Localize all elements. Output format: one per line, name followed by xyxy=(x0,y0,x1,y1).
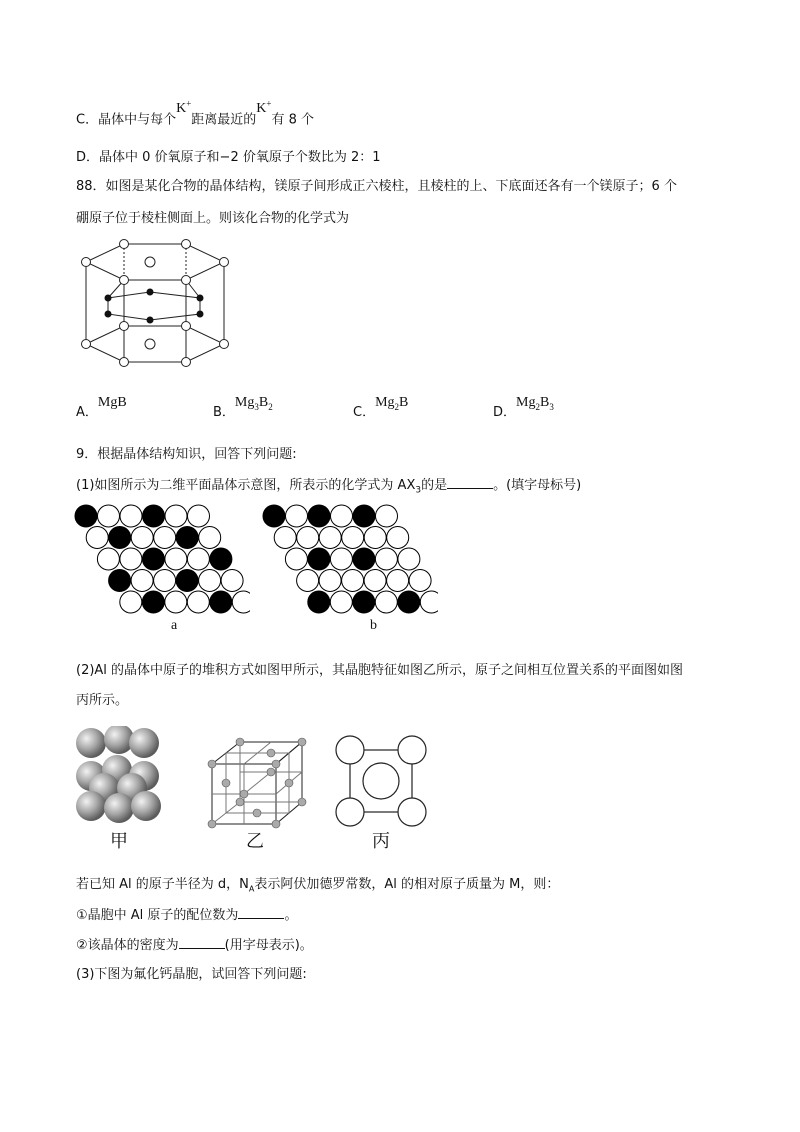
q88-text-line1: 88．如图是某化合物的晶体结构，镁原子间形成正六棱柱，且棱柱的上、下底面还各有一个镁原子；6 个 xyxy=(76,179,677,194)
white-atom xyxy=(120,591,142,613)
q88-option-a xyxy=(76,395,127,422)
q88-option-c xyxy=(353,395,409,426)
potassium-ion-1 xyxy=(176,98,192,116)
white-atom xyxy=(199,527,221,549)
black-atom xyxy=(176,570,198,592)
option-c xyxy=(76,98,315,130)
caption-a: a xyxy=(171,618,178,633)
sphere-stacking-diagram xyxy=(74,726,164,826)
formula xyxy=(375,395,408,410)
q88-option-d xyxy=(493,395,554,426)
black-atom xyxy=(75,505,97,527)
fcc-unit-cell-diagram xyxy=(204,736,308,830)
formula-sub: 2 xyxy=(535,401,540,412)
given-info xyxy=(76,876,559,899)
white-atom xyxy=(409,570,431,592)
white-atom xyxy=(319,527,341,549)
ion-symbol: K xyxy=(176,100,187,116)
q9-part2-line2: 丙所示。 xyxy=(76,693,129,708)
white-atom xyxy=(274,527,296,549)
formula-sub: 2 xyxy=(268,401,273,412)
sub-question-2 xyxy=(76,936,313,955)
q88-option-b xyxy=(213,395,273,426)
caption-yi: 乙 xyxy=(246,831,264,852)
white-atom xyxy=(98,505,120,527)
option-c-mid: 距离最近的 xyxy=(191,112,257,128)
white-atom xyxy=(154,527,176,549)
answer-blank[interactable] xyxy=(238,906,284,919)
q9-part1 xyxy=(76,476,581,500)
white-atom xyxy=(221,570,243,592)
white-atom xyxy=(364,527,386,549)
white-atom xyxy=(131,570,153,592)
black-atom xyxy=(308,505,330,527)
formula-mid: B xyxy=(258,395,269,410)
black-atom xyxy=(210,591,232,613)
black-atom xyxy=(210,548,232,570)
formula-main: MgB xyxy=(97,395,127,410)
white-atom xyxy=(375,591,397,613)
q88-text-line2: 硼原子位于棱柱侧面上。则该化合物的化学式为 xyxy=(76,211,350,226)
white-atom xyxy=(387,527,409,549)
white-atom xyxy=(120,548,142,570)
black-atom xyxy=(308,548,330,570)
white-atom xyxy=(342,527,364,549)
white-atom xyxy=(398,548,420,570)
caption-bing: 丙 xyxy=(372,831,390,852)
white-atom xyxy=(131,527,153,549)
q9-title: 9．根据晶体结构知识，回答下列问题: xyxy=(76,447,297,462)
black-atom xyxy=(176,527,198,549)
formula-sub: 3 xyxy=(549,401,554,412)
white-atom xyxy=(319,570,341,592)
caption-b: b xyxy=(370,618,377,633)
option-label: A． xyxy=(76,405,98,420)
sub2-suffix: (用字母表示)。 xyxy=(224,938,313,953)
caption-jia: 甲 xyxy=(110,831,128,852)
black-atom xyxy=(263,505,285,527)
formula xyxy=(235,395,273,410)
white-atom xyxy=(387,570,409,592)
option-d: D．晶体中 0 价氧原子和−2 价氧原子个数比为 2：1 xyxy=(76,150,381,165)
option-c-suffix: 有 8 个 xyxy=(271,112,315,128)
black-atom xyxy=(142,548,164,570)
option-c-prefix: C．晶体中与每个 xyxy=(76,112,177,128)
black-atom xyxy=(109,570,131,592)
white-atom xyxy=(97,548,119,570)
white-atom xyxy=(297,570,319,592)
option-label: C． xyxy=(353,405,376,420)
white-atom xyxy=(420,591,438,613)
black-atom xyxy=(308,591,330,613)
q9-part2-line1: (2)Al 的晶体中原子的堆积方式如图甲所示，其晶胞特征如图乙所示，原子之间相互位置关系的平面图如图 xyxy=(76,663,684,678)
white-atom xyxy=(364,570,386,592)
lattice-diagram-b xyxy=(262,504,438,616)
white-atom xyxy=(187,591,209,613)
sub-question-1 xyxy=(76,906,297,925)
white-atom xyxy=(188,505,210,527)
option-label: B． xyxy=(213,405,235,420)
sub2-prefix: ②该晶体的密度为 xyxy=(76,938,179,953)
given-prefix: 若已知 Al 的原子半径为 d，N xyxy=(76,877,249,892)
part1-suffix: 的是 xyxy=(421,478,448,493)
formula-mid: B xyxy=(539,395,550,410)
white-atom xyxy=(120,505,142,527)
black-atom xyxy=(143,505,165,527)
lattice-diagram-a xyxy=(74,504,250,616)
white-atom xyxy=(376,505,398,527)
white-atom xyxy=(342,570,364,592)
given-sub: A xyxy=(248,884,255,894)
potassium-ion-2 xyxy=(256,98,272,116)
white-atom xyxy=(375,548,397,570)
option-label: D． xyxy=(493,405,517,420)
white-atom xyxy=(187,548,209,570)
white-atom xyxy=(331,505,353,527)
formula-sub: 3 xyxy=(254,401,259,412)
part1-tail: 。(填字母标号) xyxy=(493,478,582,493)
black-atom xyxy=(109,527,131,549)
black-atom xyxy=(353,548,375,570)
formula-mid: B xyxy=(399,395,409,410)
white-atom xyxy=(297,527,319,549)
white-atom xyxy=(199,570,221,592)
black-atom xyxy=(142,591,164,613)
formula xyxy=(98,395,127,410)
sub1-suffix: 。 xyxy=(284,908,298,923)
face-plane-diagram xyxy=(334,734,428,828)
hexagonal-prism-diagram xyxy=(78,236,236,370)
white-atom xyxy=(86,527,108,549)
white-atom xyxy=(330,591,352,613)
formula-sub: 2 xyxy=(394,401,400,412)
white-atom xyxy=(165,548,187,570)
black-atom xyxy=(398,591,420,613)
given-suffix: 表示阿伏加德罗常数，Al 的相对原子质量为 M，则： xyxy=(254,877,560,892)
answer-blank[interactable] xyxy=(179,936,225,949)
formula-main: Mg xyxy=(516,395,536,410)
white-atom xyxy=(165,591,187,613)
white-atom xyxy=(285,548,307,570)
white-atom xyxy=(154,570,176,592)
sub1-prefix: ①晶胞中 Al 原子的配位数为 xyxy=(76,908,239,923)
white-atom xyxy=(286,505,308,527)
white-atom xyxy=(232,591,250,613)
white-atom xyxy=(330,548,352,570)
ion-charge: + xyxy=(266,98,272,108)
part1-sub: 3 xyxy=(415,485,422,496)
ion-charge: + xyxy=(186,98,192,108)
formula-main: Mg xyxy=(234,395,255,410)
q9-part3: (3)下图为氟化钙晶胞，试回答下列问题: xyxy=(76,967,307,982)
black-atom xyxy=(353,591,375,613)
formula xyxy=(516,395,554,410)
white-atom xyxy=(165,505,187,527)
ion-symbol: K xyxy=(256,100,267,116)
part1-prefix: (1)如图所示为二维平面晶体示意图，所表示的化学式为 AX xyxy=(76,478,416,493)
answer-blank[interactable] xyxy=(447,476,493,489)
black-atom xyxy=(353,505,375,527)
formula-main: Mg xyxy=(375,395,395,410)
